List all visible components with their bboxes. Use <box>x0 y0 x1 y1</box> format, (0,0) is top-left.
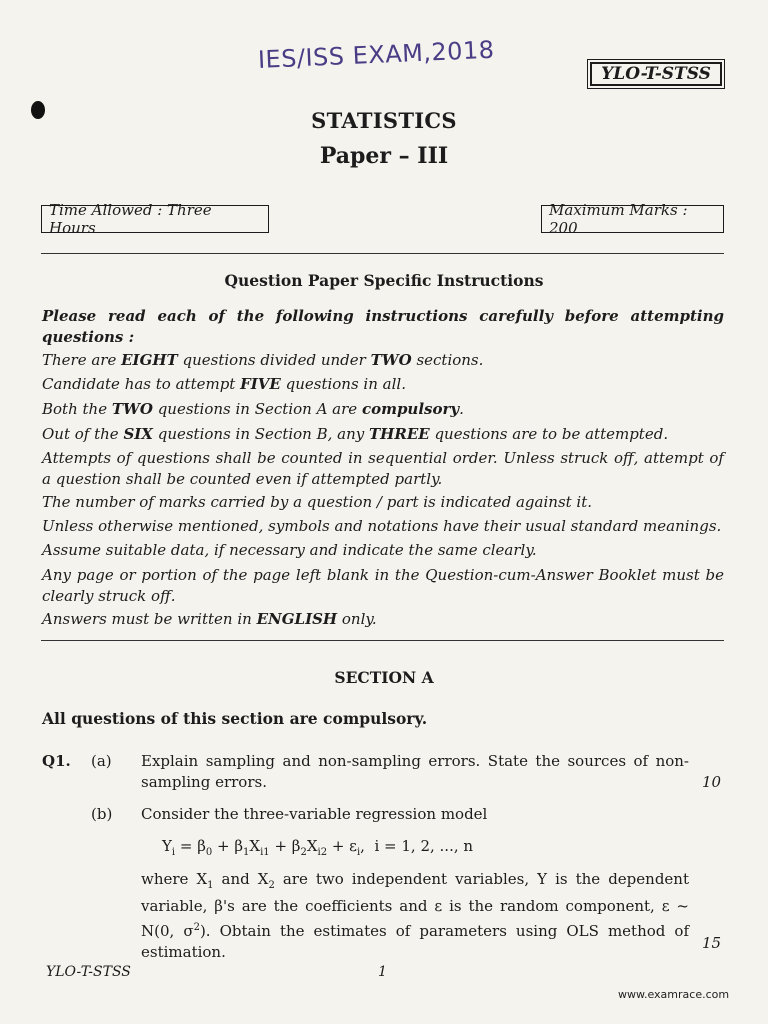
instruction-blank-pages: Any page or portion of the page left blank in the Question-cum-Answer Booklet must be clearly struck off. <box>42 566 724 605</box>
instr-text: questions in all. <box>280 375 406 393</box>
instr-text: Both the <box>42 400 112 418</box>
instruction-sequential: Attempts of questions shall be counted in sequential order. Unless struck off, attempt of a question shall be counted even if attempted partly. <box>42 449 724 488</box>
instr-text: questions are to be attempted. <box>429 425 669 443</box>
instr-emph: EIGHT <box>121 351 178 369</box>
regression-equation: $Y_i = \beta_0 + \beta_1X_{i1} + \beta_2X_{i2} + \varepsilon_i$, i = 1, 2, ..., n <box>162 837 474 858</box>
instructions-intro: Please read each of the following instructions carefully before attempting questions : <box>42 307 724 346</box>
divider-top <box>41 253 724 254</box>
paper-title: Paper – III <box>319 143 449 169</box>
paper-code-box: YLO-T-STSS <box>590 62 722 86</box>
time-allowed-box <box>41 201 269 237</box>
instruction-language <box>42 610 377 628</box>
instr-text: questions in Section B, any <box>152 425 370 443</box>
instruction-section-b <box>42 425 668 443</box>
time-allowed-text: Time Allowed : Three Hours <box>49 201 212 237</box>
instr-emph: TWO <box>370 351 412 369</box>
instruction-five-questions <box>42 375 406 393</box>
maximum-marks-box <box>541 201 724 237</box>
section-title: SECTION A <box>334 668 434 687</box>
instr-text: sections. <box>411 351 484 369</box>
instr-text: questions in Section A are <box>152 400 362 418</box>
instruction-eight-questions <box>42 351 483 369</box>
instr-text: There are <box>42 351 122 369</box>
part-a-text: Explain sampling and non-sampling errors. State the sources of non-sampling errors. <box>141 752 689 791</box>
instr-text: only. <box>337 610 377 628</box>
instr-text: . <box>459 400 464 418</box>
page-number: 1 <box>378 964 387 980</box>
watermark-url: www.examrace.com <box>618 988 730 1001</box>
instr-text: Out of the <box>42 425 124 443</box>
maximum-marks-text: Maximum Marks : 200 <box>549 201 688 237</box>
part-b-label: (b) <box>91 805 113 823</box>
part-a-label: (a) <box>91 752 112 770</box>
question-number: Q1. <box>42 752 71 770</box>
subject-title: STATISTICS <box>311 108 457 133</box>
part-b-marks: 15 <box>702 934 722 952</box>
footer-paper-code: YLO-T-STSS <box>46 964 131 980</box>
part-b-body: where $X_1$ and $X_2$ are two independent variables, Y is the dependent variable, β's are the coefficients and ε is the random component, ε ~ N(0, $\sigma^2$). Obtain the estimates of parameters using OLS method of estimation. <box>141 870 689 961</box>
section-note: All questions of this section are compulsory. <box>42 709 428 728</box>
instruction-assume: Assume suitable data, if necessary and indicate the same clearly. <box>42 541 537 559</box>
exam-stamp: IES/ISS EXAM,2018 <box>257 35 496 74</box>
instruction-notation: Unless otherwise mentioned, symbols and notations have their usual standard meanings. <box>42 517 722 535</box>
instr-emph: TWO <box>111 400 153 418</box>
instructions-heading: Question Paper Specific Instructions <box>224 271 544 290</box>
instr-emph: THREE <box>369 425 430 443</box>
part-b-text: Consider the three-variable regression model <box>141 805 488 823</box>
divider-bottom <box>41 640 724 641</box>
instr-emph: ENGLISH <box>256 610 338 628</box>
instr-text: questions divided under <box>177 351 371 369</box>
instr-emph: compulsory <box>361 400 460 418</box>
instruction-marks: The number of marks carried by a question / part is indicated against it. <box>42 493 593 511</box>
instr-text: Candidate has to attempt <box>42 375 241 393</box>
instr-emph: FIVE <box>240 375 281 393</box>
instruction-compulsory <box>42 400 464 418</box>
instr-text: Answers must be written in <box>42 610 257 628</box>
instr-emph: SIX <box>123 425 153 443</box>
part-a-marks: 10 <box>702 773 722 791</box>
